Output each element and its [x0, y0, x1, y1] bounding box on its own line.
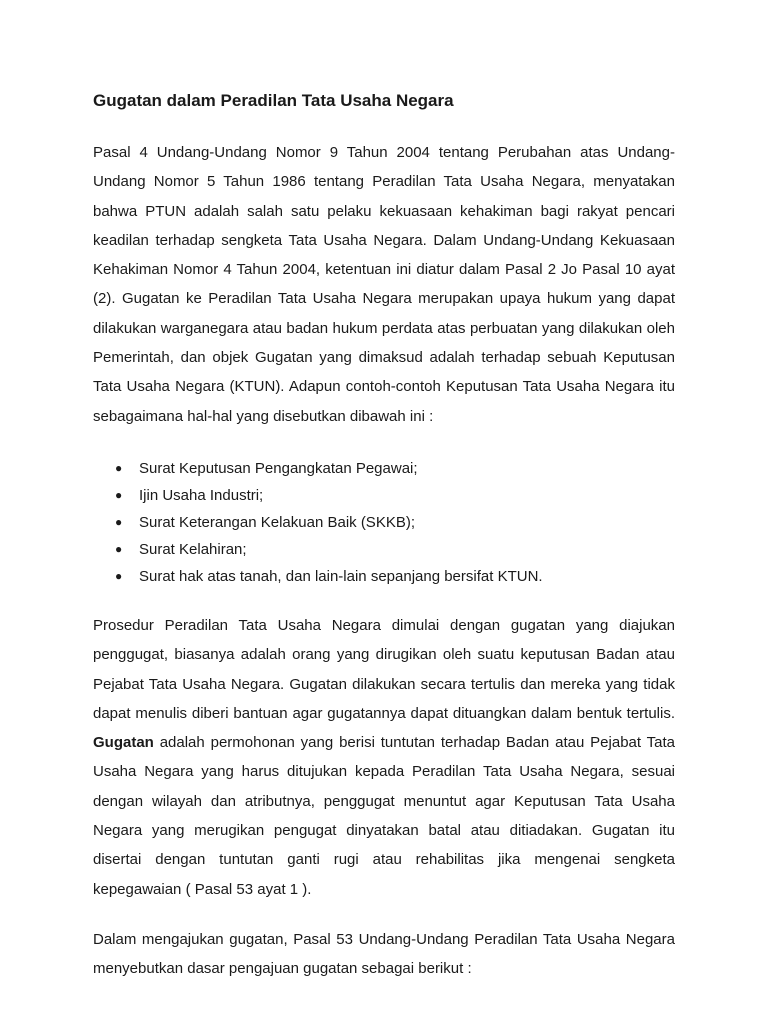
document-title: Gugatan dalam Peradilan Tata Usaha Negara — [93, 91, 454, 110]
procedure-text-end: adalah permohonan yang berisi tuntutan terhadap Badan atau Pejabat Tata Usaha Negara yang harus ditujukan kepada Peradilan Tata Usaha Negara, sesuai dengan wilayah dan atributnya, penggugat menuntut agar Keputusan Tata Usaha Negara yang merugikan pengugat dinyatakan batal atau ditiadakan. Gugatan itu disertai dengan tuntutan ganti rugi atau rehabilitas jika mengenai sengketa kepegawaian ( Pasal 53 ayat 1 ). — [93, 734, 675, 898]
bullet-icon: ● — [115, 568, 123, 583]
bullet-icon: ● — [115, 514, 123, 529]
list-item — [93, 536, 675, 563]
list-item-text: Ijin Usaha Industri; — [139, 486, 264, 504]
gugatan-term: Gugatan — [93, 734, 154, 752]
procedure-paragraph — [93, 611, 675, 904]
bullet-icon: ● — [115, 487, 123, 502]
ktun-examples-list — [93, 455, 675, 590]
intro-paragraph: Pasal 4 Undang-Undang Nomor 9 Tahun 2004 tentang Perubahan atas Undang-Undang Nomor 5 Tahun 1986 tentang Peradilan Tata Usaha Negara, menyatakan bahwa PTUN adalah salah satu pelaku kekuasaan kehakiman bagi rakyat pencari keadilan terhadap sengketa Tata Usaha Negara. Dalam Undang-Undang Kekuasaan Kehakiman Nomor 4 Tahun 2004, ketentuan ini diatur dalam Pasal 2 Jo Pasal 10 ayat (2). Gugatan ke Peradilan Tata Usaha Negara merupakan upaya hukum yang dapat dilakukan warganegara atau badan hukum perdata atas perbuatan yang dilakukan oleh Pemerintah, dan objek Gugatan yang dimaksud adalah terhadap sebuah Keputusan Tata Usaha Negara (KTUN). Adapun contoh-contoh Keputusan Tata Usaha Negara itu sebagaimana hal-hal yang disebutkan dibawah ini : — [93, 144, 675, 425]
bullet-icon: ● — [115, 460, 123, 475]
list-item — [93, 563, 675, 590]
list-item-text: Surat Kelahiran; — [139, 540, 247, 558]
list-item-text: Surat Keterangan Kelakuan Baik (SKKB); — [139, 513, 415, 531]
procedure-text-start: Prosedur Peradilan Tata Usaha Negara dimulai dengan gugatan yang diajukan penggugat, biasanya adalah orang yang dirugikan oleh suatu keputusan Badan atau Pejabat Tata Usaha Negara. Gugatan dilakukan secara tertulis dan mereka yang tidak dapat menulis diberi bantuan agar gugatannya dapat dituangkan dalam bentuk tertulis. — [93, 616, 675, 722]
list-item — [93, 509, 675, 536]
document-content — [93, 88, 675, 984]
list-item-text: Surat hak atas tanah, dan lain-lain sepanjang bersifat KTUN. — [139, 567, 543, 585]
bullet-icon: ● — [115, 541, 123, 556]
list-item — [93, 455, 675, 482]
list-item — [93, 482, 675, 509]
basis-paragraph: Dalam mengajukan gugatan, Pasal 53 Undang-Undang Peradilan Tata Usaha Negara menyebutkan dasar pengajuan gugatan sebagai berikut : — [93, 930, 675, 978]
list-item-text: Surat Keputusan Pengangkatan Pegawai; — [139, 459, 418, 477]
